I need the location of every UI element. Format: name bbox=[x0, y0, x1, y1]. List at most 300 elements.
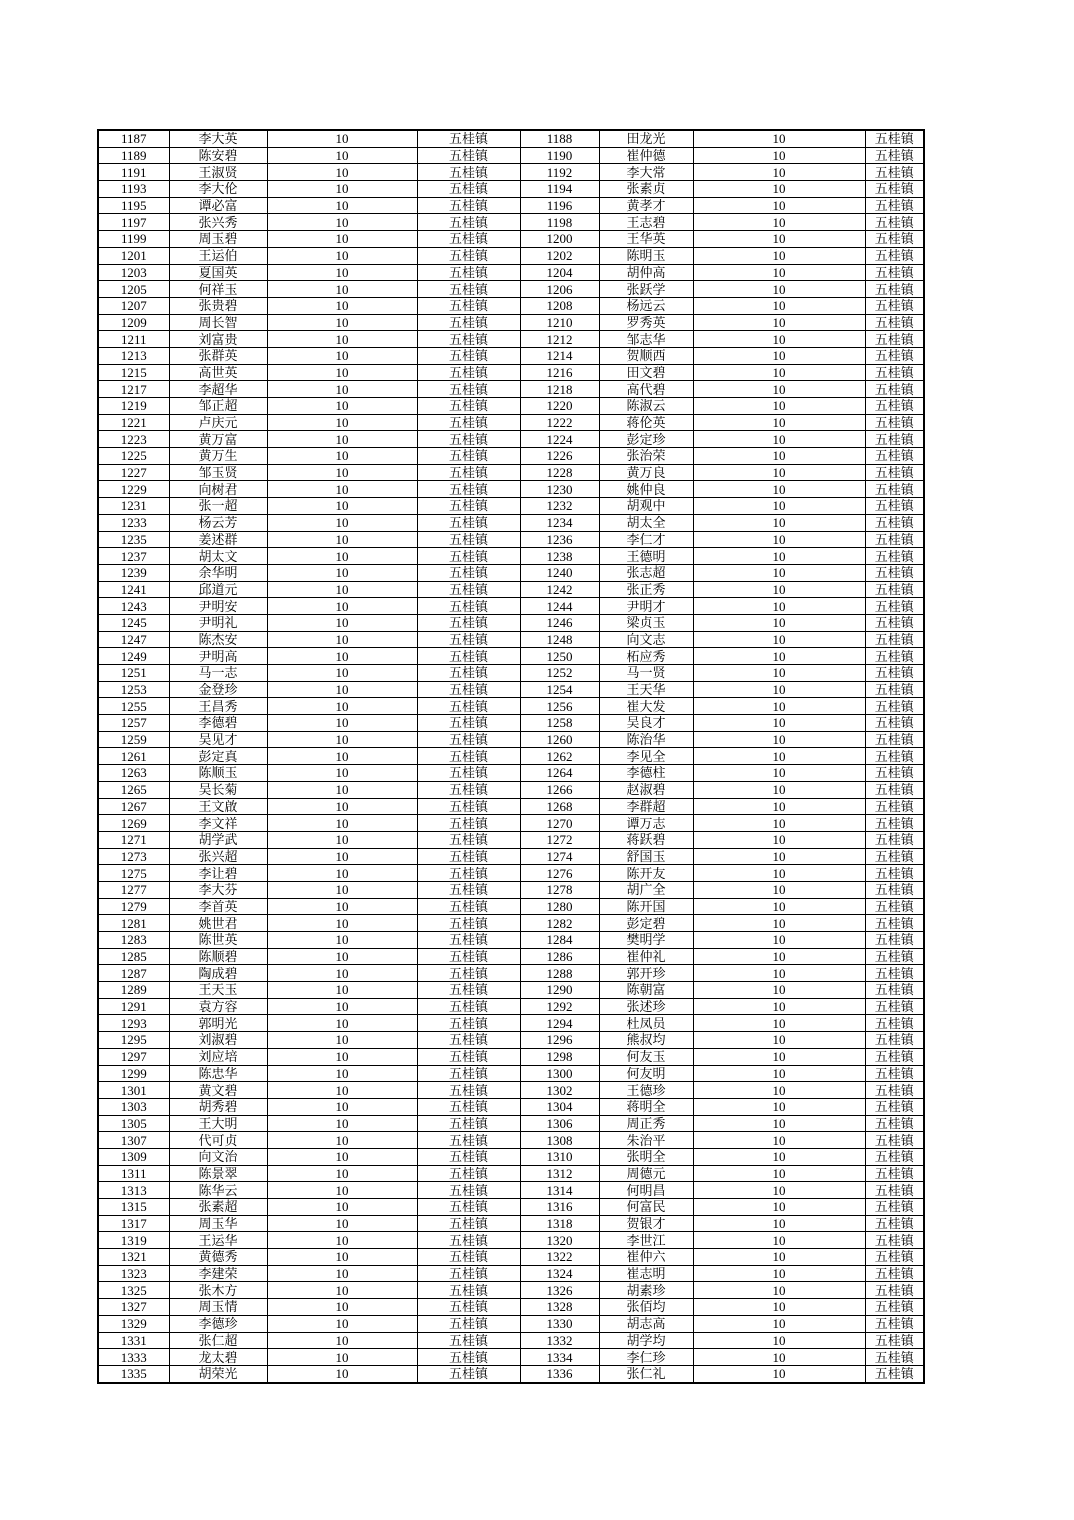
right-amount-cell: 10 bbox=[693, 231, 865, 248]
right-name-cell: 陈开友 bbox=[599, 865, 693, 882]
right-no-cell: 1274 bbox=[520, 848, 599, 865]
right-name-cell: 张佰均 bbox=[599, 1299, 693, 1316]
right-amount-cell: 10 bbox=[693, 1199, 865, 1216]
right-no-cell: 1240 bbox=[520, 564, 599, 581]
right-town-cell: 五桂镇 bbox=[865, 164, 924, 181]
left-amount-cell: 10 bbox=[267, 414, 417, 431]
left-town-cell: 五桂镇 bbox=[417, 164, 520, 181]
left-name-cell: 王文啟 bbox=[169, 798, 267, 815]
right-no-cell: 1254 bbox=[520, 681, 599, 698]
left-amount-cell: 10 bbox=[267, 331, 417, 348]
right-no-cell: 1212 bbox=[520, 331, 599, 348]
left-name-cell: 邹玉贤 bbox=[169, 464, 267, 481]
left-name-cell: 张素超 bbox=[169, 1199, 267, 1216]
right-amount-cell: 10 bbox=[693, 932, 865, 949]
right-name-cell: 贺顺西 bbox=[599, 347, 693, 364]
right-amount-cell: 10 bbox=[693, 998, 865, 1015]
left-no-cell: 1265 bbox=[98, 781, 169, 798]
right-name-cell: 胡观中 bbox=[599, 498, 693, 515]
left-town-cell: 五桂镇 bbox=[417, 982, 520, 999]
left-no-cell: 1261 bbox=[98, 748, 169, 765]
left-name-cell: 李大芬 bbox=[169, 881, 267, 898]
left-town-cell: 五桂镇 bbox=[417, 1115, 520, 1132]
right-amount-cell: 10 bbox=[693, 731, 865, 748]
left-name-cell: 周长智 bbox=[169, 314, 267, 331]
left-no-cell: 1197 bbox=[98, 214, 169, 231]
left-no-cell: 1283 bbox=[98, 932, 169, 949]
left-town-cell: 五桂镇 bbox=[417, 297, 520, 314]
left-name-cell: 张一超 bbox=[169, 498, 267, 515]
table-row bbox=[98, 314, 924, 331]
table-row bbox=[98, 1199, 924, 1216]
right-amount-cell: 10 bbox=[693, 464, 865, 481]
left-town-cell: 五桂镇 bbox=[417, 748, 520, 765]
right-name-cell: 郭开珍 bbox=[599, 965, 693, 982]
right-town-cell: 五桂镇 bbox=[865, 1065, 924, 1082]
right-no-cell: 1256 bbox=[520, 698, 599, 715]
right-amount-cell: 10 bbox=[693, 314, 865, 331]
left-no-cell: 1229 bbox=[98, 481, 169, 498]
left-amount-cell: 10 bbox=[267, 1115, 417, 1132]
left-amount-cell: 10 bbox=[267, 1032, 417, 1049]
right-amount-cell: 10 bbox=[693, 481, 865, 498]
left-town-cell: 五桂镇 bbox=[417, 314, 520, 331]
right-no-cell: 1226 bbox=[520, 448, 599, 465]
right-amount-cell: 10 bbox=[693, 665, 865, 682]
left-name-cell: 陈世英 bbox=[169, 932, 267, 949]
left-no-cell: 1335 bbox=[98, 1365, 169, 1382]
right-no-cell: 1210 bbox=[520, 314, 599, 331]
table-row bbox=[98, 548, 924, 565]
left-amount-cell: 10 bbox=[267, 781, 417, 798]
left-no-cell: 1217 bbox=[98, 381, 169, 398]
left-name-cell: 王昌秀 bbox=[169, 698, 267, 715]
right-no-cell: 1322 bbox=[520, 1249, 599, 1266]
right-town-cell: 五桂镇 bbox=[865, 231, 924, 248]
right-amount-cell: 10 bbox=[693, 1365, 865, 1382]
right-no-cell: 1192 bbox=[520, 164, 599, 181]
right-town-cell: 五桂镇 bbox=[865, 331, 924, 348]
left-town-cell: 五桂镇 bbox=[417, 1232, 520, 1249]
table-row bbox=[98, 1048, 924, 1065]
right-amount-cell: 10 bbox=[693, 364, 865, 381]
left-town-cell: 五桂镇 bbox=[417, 264, 520, 281]
right-name-cell: 邹志华 bbox=[599, 331, 693, 348]
left-no-cell: 1321 bbox=[98, 1249, 169, 1266]
right-amount-cell: 10 bbox=[693, 1115, 865, 1132]
right-no-cell: 1294 bbox=[520, 1015, 599, 1032]
table-row bbox=[98, 414, 924, 431]
left-town-cell: 五桂镇 bbox=[417, 514, 520, 531]
left-town-cell: 五桂镇 bbox=[417, 1265, 520, 1282]
left-name-cell: 李德碧 bbox=[169, 715, 267, 732]
right-name-cell: 舒国玉 bbox=[599, 848, 693, 865]
right-no-cell: 1250 bbox=[520, 648, 599, 665]
left-name-cell: 尹明礼 bbox=[169, 614, 267, 631]
table-row bbox=[98, 448, 924, 465]
left-name-cell: 陈顺碧 bbox=[169, 948, 267, 965]
right-town-cell: 五桂镇 bbox=[865, 197, 924, 214]
left-name-cell: 王运华 bbox=[169, 1232, 267, 1249]
right-amount-cell: 10 bbox=[693, 798, 865, 815]
right-name-cell: 尹明才 bbox=[599, 598, 693, 615]
left-name-cell: 吴长菊 bbox=[169, 781, 267, 798]
left-no-cell: 1333 bbox=[98, 1349, 169, 1366]
left-town-cell: 五桂镇 bbox=[417, 281, 520, 298]
right-name-cell: 蒋伦英 bbox=[599, 414, 693, 431]
right-town-cell: 五桂镇 bbox=[865, 1199, 924, 1216]
left-amount-cell: 10 bbox=[267, 197, 417, 214]
right-no-cell: 1206 bbox=[520, 281, 599, 298]
left-name-cell: 卢庆元 bbox=[169, 414, 267, 431]
table-row bbox=[98, 464, 924, 481]
table-row bbox=[98, 1015, 924, 1032]
right-no-cell: 1202 bbox=[520, 247, 599, 264]
right-town-cell: 五桂镇 bbox=[865, 1015, 924, 1032]
right-amount-cell: 10 bbox=[693, 1232, 865, 1249]
right-no-cell: 1296 bbox=[520, 1032, 599, 1049]
left-town-cell: 五桂镇 bbox=[417, 1182, 520, 1199]
table-row bbox=[98, 1215, 924, 1232]
right-town-cell: 五桂镇 bbox=[865, 1098, 924, 1115]
left-amount-cell: 10 bbox=[267, 1148, 417, 1165]
right-name-cell: 张明全 bbox=[599, 1148, 693, 1165]
left-no-cell: 1273 bbox=[98, 848, 169, 865]
right-town-cell: 五桂镇 bbox=[865, 881, 924, 898]
right-amount-cell: 10 bbox=[693, 631, 865, 648]
right-town-cell: 五桂镇 bbox=[865, 715, 924, 732]
left-no-cell: 1301 bbox=[98, 1082, 169, 1099]
left-no-cell: 1303 bbox=[98, 1098, 169, 1115]
right-amount-cell: 10 bbox=[693, 648, 865, 665]
left-amount-cell: 10 bbox=[267, 948, 417, 965]
table-row bbox=[98, 681, 924, 698]
table-row bbox=[98, 982, 924, 999]
right-town-cell: 五桂镇 bbox=[865, 147, 924, 164]
left-no-cell: 1263 bbox=[98, 765, 169, 782]
left-name-cell: 张兴超 bbox=[169, 848, 267, 865]
left-name-cell: 黄万富 bbox=[169, 431, 267, 448]
left-amount-cell: 10 bbox=[267, 314, 417, 331]
left-town-cell: 五桂镇 bbox=[417, 881, 520, 898]
right-amount-cell: 10 bbox=[693, 331, 865, 348]
right-name-cell: 彭定珍 bbox=[599, 431, 693, 448]
right-amount-cell: 10 bbox=[693, 1299, 865, 1316]
right-name-cell: 崔大发 bbox=[599, 698, 693, 715]
right-town-cell: 五桂镇 bbox=[865, 1365, 924, 1382]
right-amount-cell: 10 bbox=[693, 548, 865, 565]
left-name-cell: 姚世君 bbox=[169, 915, 267, 932]
left-no-cell: 1305 bbox=[98, 1115, 169, 1132]
right-town-cell: 五桂镇 bbox=[865, 297, 924, 314]
right-amount-cell: 10 bbox=[693, 398, 865, 415]
left-name-cell: 陈忠华 bbox=[169, 1065, 267, 1082]
right-no-cell: 1260 bbox=[520, 731, 599, 748]
left-name-cell: 陈安碧 bbox=[169, 147, 267, 164]
right-no-cell: 1224 bbox=[520, 431, 599, 448]
right-no-cell: 1334 bbox=[520, 1349, 599, 1366]
left-no-cell: 1199 bbox=[98, 231, 169, 248]
right-town-cell: 五桂镇 bbox=[865, 1349, 924, 1366]
left-amount-cell: 10 bbox=[267, 514, 417, 531]
right-town-cell: 五桂镇 bbox=[865, 648, 924, 665]
left-town-cell: 五桂镇 bbox=[417, 915, 520, 932]
right-name-cell: 王天华 bbox=[599, 681, 693, 698]
right-no-cell: 1332 bbox=[520, 1332, 599, 1349]
left-amount-cell: 10 bbox=[267, 881, 417, 898]
left-town-cell: 五桂镇 bbox=[417, 1032, 520, 1049]
left-amount-cell: 10 bbox=[267, 748, 417, 765]
left-amount-cell: 10 bbox=[267, 765, 417, 782]
right-name-cell: 陈开国 bbox=[599, 898, 693, 915]
table-row bbox=[98, 998, 924, 1015]
right-amount-cell: 10 bbox=[693, 214, 865, 231]
right-amount-cell: 10 bbox=[693, 164, 865, 181]
right-no-cell: 1326 bbox=[520, 1282, 599, 1299]
right-amount-cell: 10 bbox=[693, 414, 865, 431]
right-name-cell: 蒋跃碧 bbox=[599, 831, 693, 848]
left-name-cell: 杨云芳 bbox=[169, 514, 267, 531]
right-amount-cell: 10 bbox=[693, 1282, 865, 1299]
left-town-cell: 五桂镇 bbox=[417, 1249, 520, 1266]
left-town-cell: 五桂镇 bbox=[417, 481, 520, 498]
left-amount-cell: 10 bbox=[267, 1165, 417, 1182]
right-town-cell: 五桂镇 bbox=[865, 831, 924, 848]
left-town-cell: 五桂镇 bbox=[417, 1365, 520, 1382]
table-row bbox=[98, 1365, 924, 1382]
left-town-cell: 五桂镇 bbox=[417, 448, 520, 465]
table-row bbox=[98, 798, 924, 815]
right-amount-cell: 10 bbox=[693, 598, 865, 615]
right-name-cell: 张素贞 bbox=[599, 181, 693, 198]
left-no-cell: 1249 bbox=[98, 648, 169, 665]
left-amount-cell: 10 bbox=[267, 214, 417, 231]
table-row bbox=[98, 264, 924, 281]
right-name-cell: 李仁才 bbox=[599, 531, 693, 548]
left-no-cell: 1313 bbox=[98, 1182, 169, 1199]
table-row bbox=[98, 781, 924, 798]
left-town-cell: 五桂镇 bbox=[417, 598, 520, 615]
right-town-cell: 五桂镇 bbox=[865, 748, 924, 765]
left-amount-cell: 10 bbox=[267, 898, 417, 915]
right-town-cell: 五桂镇 bbox=[865, 347, 924, 364]
table-row bbox=[98, 1299, 924, 1316]
right-name-cell: 胡志高 bbox=[599, 1315, 693, 1332]
left-amount-cell: 10 bbox=[267, 1182, 417, 1199]
left-name-cell: 邹正超 bbox=[169, 398, 267, 415]
right-no-cell: 1234 bbox=[520, 514, 599, 531]
right-amount-cell: 10 bbox=[693, 381, 865, 398]
right-name-cell: 罗秀英 bbox=[599, 314, 693, 331]
left-amount-cell: 10 bbox=[267, 631, 417, 648]
table-row bbox=[98, 381, 924, 398]
left-no-cell: 1195 bbox=[98, 197, 169, 214]
table-row bbox=[98, 915, 924, 932]
right-no-cell: 1308 bbox=[520, 1132, 599, 1149]
right-name-cell: 高代碧 bbox=[599, 381, 693, 398]
left-town-cell: 五桂镇 bbox=[417, 898, 520, 915]
right-town-cell: 五桂镇 bbox=[865, 1315, 924, 1332]
right-amount-cell: 10 bbox=[693, 1148, 865, 1165]
left-no-cell: 1201 bbox=[98, 247, 169, 264]
left-no-cell: 1297 bbox=[98, 1048, 169, 1065]
left-no-cell: 1257 bbox=[98, 715, 169, 732]
right-town-cell: 五桂镇 bbox=[865, 281, 924, 298]
left-amount-cell: 10 bbox=[267, 648, 417, 665]
right-name-cell: 崔仲礼 bbox=[599, 948, 693, 965]
right-town-cell: 五桂镇 bbox=[865, 898, 924, 915]
right-town-cell: 五桂镇 bbox=[865, 431, 924, 448]
right-name-cell: 向文志 bbox=[599, 631, 693, 648]
left-town-cell: 五桂镇 bbox=[417, 765, 520, 782]
right-town-cell: 五桂镇 bbox=[865, 564, 924, 581]
right-amount-cell: 10 bbox=[693, 514, 865, 531]
right-amount-cell: 10 bbox=[693, 1215, 865, 1232]
right-town-cell: 五桂镇 bbox=[865, 364, 924, 381]
left-name-cell: 胡荣光 bbox=[169, 1365, 267, 1382]
left-no-cell: 1299 bbox=[98, 1065, 169, 1082]
left-town-cell: 五桂镇 bbox=[417, 648, 520, 665]
left-no-cell: 1267 bbox=[98, 798, 169, 815]
table-row bbox=[98, 214, 924, 231]
left-amount-cell: 10 bbox=[267, 1265, 417, 1282]
left-amount-cell: 10 bbox=[267, 281, 417, 298]
left-no-cell: 1207 bbox=[98, 297, 169, 314]
right-name-cell: 胡广全 bbox=[599, 881, 693, 898]
left-amount-cell: 10 bbox=[267, 347, 417, 364]
left-town-cell: 五桂镇 bbox=[417, 398, 520, 415]
right-amount-cell: 10 bbox=[693, 581, 865, 598]
table-row bbox=[98, 1082, 924, 1099]
right-name-cell: 田龙光 bbox=[599, 130, 693, 147]
left-name-cell: 邱道元 bbox=[169, 581, 267, 598]
table-row bbox=[98, 1148, 924, 1165]
right-town-cell: 五桂镇 bbox=[865, 598, 924, 615]
left-amount-cell: 10 bbox=[267, 431, 417, 448]
right-town-cell: 五桂镇 bbox=[865, 698, 924, 715]
left-town-cell: 五桂镇 bbox=[417, 498, 520, 515]
right-amount-cell: 10 bbox=[693, 1349, 865, 1366]
right-name-cell: 陈明玉 bbox=[599, 247, 693, 264]
left-no-cell: 1215 bbox=[98, 364, 169, 381]
left-town-cell: 五桂镇 bbox=[417, 1148, 520, 1165]
right-no-cell: 1312 bbox=[520, 1165, 599, 1182]
left-town-cell: 五桂镇 bbox=[417, 1132, 520, 1149]
left-no-cell: 1251 bbox=[98, 665, 169, 682]
right-amount-cell: 10 bbox=[693, 347, 865, 364]
right-no-cell: 1282 bbox=[520, 915, 599, 932]
left-no-cell: 1245 bbox=[98, 614, 169, 631]
left-town-cell: 五桂镇 bbox=[417, 1165, 520, 1182]
right-amount-cell: 10 bbox=[693, 531, 865, 548]
right-no-cell: 1280 bbox=[520, 898, 599, 915]
right-no-cell: 1272 bbox=[520, 831, 599, 848]
right-no-cell: 1290 bbox=[520, 982, 599, 999]
right-name-cell: 张仁礼 bbox=[599, 1365, 693, 1382]
table-row bbox=[98, 948, 924, 965]
right-name-cell: 陈治华 bbox=[599, 731, 693, 748]
left-no-cell: 1331 bbox=[98, 1332, 169, 1349]
left-no-cell: 1315 bbox=[98, 1199, 169, 1216]
right-name-cell: 王德珍 bbox=[599, 1082, 693, 1099]
left-amount-cell: 10 bbox=[267, 147, 417, 164]
left-no-cell: 1259 bbox=[98, 731, 169, 748]
table-row bbox=[98, 598, 924, 615]
left-amount-cell: 10 bbox=[267, 715, 417, 732]
left-no-cell: 1247 bbox=[98, 631, 169, 648]
right-amount-cell: 10 bbox=[693, 281, 865, 298]
left-name-cell: 王大明 bbox=[169, 1115, 267, 1132]
left-town-cell: 五桂镇 bbox=[417, 1349, 520, 1366]
right-name-cell: 谭万志 bbox=[599, 815, 693, 832]
left-no-cell: 1295 bbox=[98, 1032, 169, 1049]
right-amount-cell: 10 bbox=[693, 1098, 865, 1115]
right-amount-cell: 10 bbox=[693, 1132, 865, 1149]
left-no-cell: 1241 bbox=[98, 581, 169, 598]
left-amount-cell: 10 bbox=[267, 181, 417, 198]
left-amount-cell: 10 bbox=[267, 247, 417, 264]
right-name-cell: 李大常 bbox=[599, 164, 693, 181]
right-town-cell: 五桂镇 bbox=[865, 398, 924, 415]
left-name-cell: 向文治 bbox=[169, 1148, 267, 1165]
left-name-cell: 胡太文 bbox=[169, 548, 267, 565]
right-amount-cell: 10 bbox=[693, 614, 865, 631]
left-town-cell: 五桂镇 bbox=[417, 347, 520, 364]
right-no-cell: 1230 bbox=[520, 481, 599, 498]
right-amount-cell: 10 bbox=[693, 681, 865, 698]
left-no-cell: 1227 bbox=[98, 464, 169, 481]
left-name-cell: 金登珍 bbox=[169, 681, 267, 698]
table-row bbox=[98, 748, 924, 765]
left-name-cell: 李德珍 bbox=[169, 1315, 267, 1332]
table-row bbox=[98, 1165, 924, 1182]
table-row bbox=[98, 1282, 924, 1299]
right-name-cell: 陈淑云 bbox=[599, 398, 693, 415]
right-no-cell: 1218 bbox=[520, 381, 599, 398]
table-row bbox=[98, 281, 924, 298]
left-amount-cell: 10 bbox=[267, 1249, 417, 1266]
table-row bbox=[98, 247, 924, 264]
right-amount-cell: 10 bbox=[693, 1315, 865, 1332]
right-name-cell: 彭定碧 bbox=[599, 915, 693, 932]
right-no-cell: 1238 bbox=[520, 548, 599, 565]
right-no-cell: 1288 bbox=[520, 965, 599, 982]
left-name-cell: 郭明光 bbox=[169, 1015, 267, 1032]
right-town-cell: 五桂镇 bbox=[865, 965, 924, 982]
right-no-cell: 1310 bbox=[520, 1148, 599, 1165]
left-name-cell: 张仁超 bbox=[169, 1332, 267, 1349]
left-amount-cell: 10 bbox=[267, 698, 417, 715]
right-amount-cell: 10 bbox=[693, 982, 865, 999]
right-amount-cell: 10 bbox=[693, 965, 865, 982]
right-no-cell: 1236 bbox=[520, 531, 599, 548]
left-town-cell: 五桂镇 bbox=[417, 865, 520, 882]
left-amount-cell: 10 bbox=[267, 1299, 417, 1316]
right-town-cell: 五桂镇 bbox=[865, 1032, 924, 1049]
right-no-cell: 1188 bbox=[520, 130, 599, 147]
left-name-cell: 高世英 bbox=[169, 364, 267, 381]
right-amount-cell: 10 bbox=[693, 898, 865, 915]
table-row bbox=[98, 881, 924, 898]
left-amount-cell: 10 bbox=[267, 531, 417, 548]
left-amount-cell: 10 bbox=[267, 1215, 417, 1232]
right-name-cell: 柘应秀 bbox=[599, 648, 693, 665]
left-amount-cell: 10 bbox=[267, 965, 417, 982]
left-name-cell: 尹明安 bbox=[169, 598, 267, 615]
table-row bbox=[98, 197, 924, 214]
left-no-cell: 1281 bbox=[98, 915, 169, 932]
left-no-cell: 1287 bbox=[98, 965, 169, 982]
